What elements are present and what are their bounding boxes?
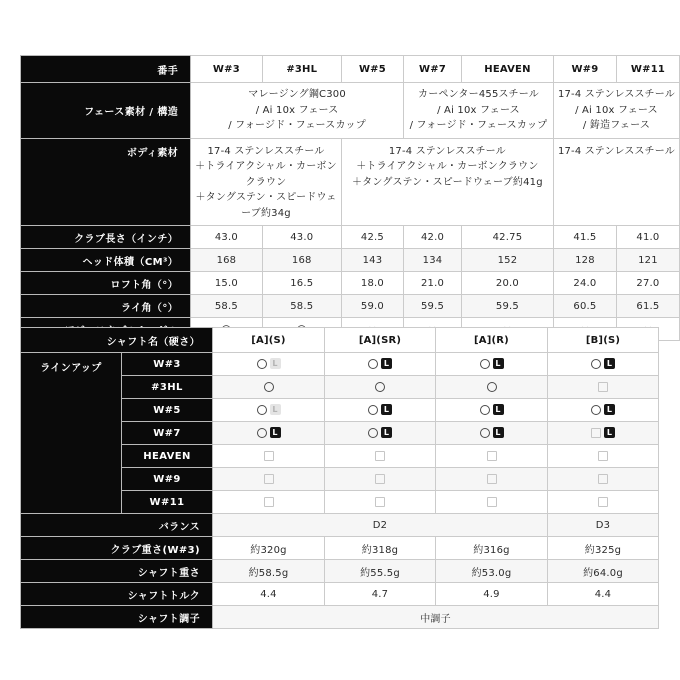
spec-value-cell: 41.0 bbox=[616, 226, 679, 249]
spec-value-cell: 168 bbox=[262, 249, 341, 272]
lineup-availability-cell bbox=[325, 376, 436, 399]
lineup-availability-cell bbox=[548, 468, 659, 491]
shaft-kick-row bbox=[21, 606, 659, 629]
empty-checkbox-icon bbox=[487, 497, 497, 507]
lineup-availability-cell bbox=[325, 445, 436, 468]
shaft-weight-value: 約58.5g bbox=[213, 560, 325, 583]
lineup-availability-cell bbox=[325, 399, 436, 422]
spec-row-label: ヘッド体積（CM³） bbox=[21, 249, 191, 272]
lineup-club-label: W#5 bbox=[122, 399, 213, 422]
lefty-badge-icon: L bbox=[493, 427, 504, 438]
available-circle-icon bbox=[368, 405, 378, 415]
club-header-3hl: #3HL bbox=[262, 56, 341, 83]
lefty-badge-disabled-icon: L bbox=[270, 404, 281, 415]
spec-value-cell: 143 bbox=[341, 249, 403, 272]
lineup-availability-cell bbox=[325, 353, 436, 376]
lineup-club-label: W#3 bbox=[122, 353, 213, 376]
empty-checkbox-icon bbox=[264, 497, 274, 507]
spec-value-cell: 21.0 bbox=[404, 272, 462, 295]
spec-value-cell: 60.5 bbox=[553, 295, 616, 318]
lineup-availability-cell bbox=[325, 491, 436, 514]
spec-value-cell: 134 bbox=[404, 249, 462, 272]
face-material-cell: カーペンター455スチール / Ai 10x フェース / フォージド・フェースカップ bbox=[404, 83, 554, 139]
spec-value-cell: 43.0 bbox=[191, 226, 263, 249]
face-material-row bbox=[21, 83, 680, 139]
lineup-club-label: #3HL bbox=[122, 376, 213, 399]
body-material-cell: 17-4 ステンレススチール ＋トライアクシャル・カーボンクラウン ＋タングステン・スピードウェーブ約41g bbox=[341, 138, 553, 226]
shaft-header: [A](R) bbox=[436, 328, 548, 353]
lefty-badge-icon: L bbox=[381, 427, 392, 438]
club-header-w3: W#3 bbox=[191, 56, 263, 83]
lineup-availability-cell bbox=[436, 376, 548, 399]
face-material-cell: 17-4 ステンレススチール / Ai 10x フェース / 鋳造フェース bbox=[553, 83, 679, 139]
lineup-availability-cell bbox=[436, 491, 548, 514]
lineup-availability-cell bbox=[325, 468, 436, 491]
empty-checkbox-icon bbox=[375, 497, 385, 507]
lefty-badge-icon: L bbox=[493, 404, 504, 415]
shaft-torque-value: 4.7 bbox=[325, 583, 436, 606]
spec-value-cell: 59.0 bbox=[341, 295, 403, 318]
available-circle-icon bbox=[368, 428, 378, 438]
lefty-badge-icon: L bbox=[381, 358, 392, 369]
spec-value-cell: 128 bbox=[553, 249, 616, 272]
lefty-badge-icon: L bbox=[270, 427, 281, 438]
body-material-cell: 17-4 ステンレススチール bbox=[553, 138, 679, 226]
available-circle-icon bbox=[480, 428, 490, 438]
lineup-availability-cell bbox=[213, 399, 325, 422]
spec-value-cell: 42.75 bbox=[461, 226, 553, 249]
lineup-availability-cell bbox=[213, 422, 325, 445]
spec-row-label: ライ角（°） bbox=[21, 295, 191, 318]
shaft-torque-value: 4.9 bbox=[436, 583, 548, 606]
balance-label: バランス bbox=[21, 514, 213, 537]
club-weight-value: 約325g bbox=[548, 537, 659, 560]
spec-value-cell: 42.0 bbox=[404, 226, 462, 249]
spec-value-cell: 24.0 bbox=[553, 272, 616, 295]
lineup-availability-cell bbox=[213, 445, 325, 468]
lineup-club-label: HEAVEN bbox=[122, 445, 213, 468]
lefty-badge-icon: L bbox=[493, 358, 504, 369]
lineup-availability-cell bbox=[548, 445, 659, 468]
face-material-label: フェース素材 / 構造 bbox=[21, 83, 191, 139]
club-weight-label: クラブ重さ(W#3) bbox=[21, 537, 213, 560]
lefty-badge-disabled-icon: L bbox=[270, 358, 281, 369]
club-header-w7: W#7 bbox=[404, 56, 462, 83]
available-circle-icon bbox=[591, 359, 601, 369]
club-header-w11: W#11 bbox=[616, 56, 679, 83]
balance-row bbox=[21, 514, 659, 537]
empty-checkbox-icon bbox=[375, 451, 385, 461]
lineup-availability-cell bbox=[436, 468, 548, 491]
club-weight-value: 約318g bbox=[325, 537, 436, 560]
lineup-availability-cell bbox=[548, 491, 659, 514]
lineup-availability-cell bbox=[213, 468, 325, 491]
available-circle-icon bbox=[480, 405, 490, 415]
shaft-lineup-table-wrap bbox=[20, 327, 659, 629]
shaft-weight-value: 約64.0g bbox=[548, 560, 659, 583]
lineup-availability-cell bbox=[548, 353, 659, 376]
shaft-torque-row bbox=[21, 583, 659, 606]
lefty-badge-icon: L bbox=[604, 404, 615, 415]
shaft-header-row bbox=[21, 328, 659, 353]
lineup-availability-cell bbox=[548, 422, 659, 445]
club-header-heaven: HEAVEN bbox=[461, 56, 553, 83]
available-circle-icon bbox=[487, 382, 497, 392]
lineup-availability-cell bbox=[548, 376, 659, 399]
spec-value-cell: 59.5 bbox=[404, 295, 462, 318]
lefty-badge-icon: L bbox=[604, 358, 615, 369]
club-header-w5: W#5 bbox=[341, 56, 403, 83]
shaft-weight-value: 約55.5g bbox=[325, 560, 436, 583]
empty-checkbox-icon bbox=[591, 428, 601, 438]
club-weight-row bbox=[21, 537, 659, 560]
body-material-row bbox=[21, 138, 680, 226]
lineup-row-w3 bbox=[21, 353, 659, 376]
shaft-header: [A](SR) bbox=[325, 328, 436, 353]
shaft-kick-label: シャフト調子 bbox=[21, 606, 213, 629]
available-circle-icon bbox=[591, 405, 601, 415]
empty-checkbox-icon bbox=[487, 474, 497, 484]
empty-checkbox-icon bbox=[598, 382, 608, 392]
lineup-club-label: W#9 bbox=[122, 468, 213, 491]
lefty-badge-icon: L bbox=[604, 427, 615, 438]
lie-angle-row bbox=[21, 295, 680, 318]
shaft-weight-label: シャフト重さ bbox=[21, 560, 213, 583]
empty-checkbox-icon bbox=[598, 451, 608, 461]
balance-value: D3 bbox=[548, 514, 659, 537]
empty-checkbox-icon bbox=[598, 474, 608, 484]
spec-row-label: ロフト角（°） bbox=[21, 272, 191, 295]
spec-value-cell: 152 bbox=[461, 249, 553, 272]
empty-checkbox-icon bbox=[598, 497, 608, 507]
spec-value-cell: 27.0 bbox=[616, 272, 679, 295]
head-volume-row bbox=[21, 249, 680, 272]
shaft-weight-value: 約53.0g bbox=[436, 560, 548, 583]
shaft-name-header-label: シャフト名（硬さ） bbox=[21, 328, 213, 353]
shaft-header: [B](S) bbox=[548, 328, 659, 353]
spec-value-cell: 58.5 bbox=[262, 295, 341, 318]
lineup-availability-cell bbox=[325, 422, 436, 445]
spec-value-cell: 168 bbox=[191, 249, 263, 272]
lineup-club-label: W#11 bbox=[122, 491, 213, 514]
shaft-weight-row bbox=[21, 560, 659, 583]
shaft-torque-label: シャフトトルク bbox=[21, 583, 213, 606]
shaft-kick-value: 中調子 bbox=[213, 606, 659, 629]
spec-value-cell: 20.0 bbox=[461, 272, 553, 295]
club-length-row bbox=[21, 226, 680, 249]
spec-value-cell: 18.0 bbox=[341, 272, 403, 295]
empty-checkbox-icon bbox=[487, 451, 497, 461]
face-material-cell: マレージング鋼C300 / Ai 10x フェース / フォージド・フェースカップ bbox=[191, 83, 404, 139]
lineup-group-label: ラインアップ bbox=[21, 353, 122, 514]
available-circle-icon bbox=[257, 428, 267, 438]
spec-value-cell: 41.5 bbox=[553, 226, 616, 249]
spec-value-cell: 59.5 bbox=[461, 295, 553, 318]
club-number-header-label: 番手 bbox=[21, 56, 191, 83]
loft-angle-row bbox=[21, 272, 680, 295]
lineup-club-label: W#7 bbox=[122, 422, 213, 445]
shaft-lineup-table bbox=[20, 327, 659, 629]
empty-checkbox-icon bbox=[375, 474, 385, 484]
club-spec-table bbox=[20, 55, 680, 341]
balance-value: D2 bbox=[213, 514, 548, 537]
spec-value-cell: 43.0 bbox=[262, 226, 341, 249]
spec-value-cell: 15.0 bbox=[191, 272, 263, 295]
body-material-cell: 17-4 ステンレススチール ＋トライアクシャル・カーボン クラウン ＋タングステン・スピードウェ ーブ約34g bbox=[191, 138, 342, 226]
spec-value-cell: 61.5 bbox=[616, 295, 679, 318]
spec-value-cell: 16.5 bbox=[262, 272, 341, 295]
shaft-header: [A](S) bbox=[213, 328, 325, 353]
empty-checkbox-icon bbox=[264, 451, 274, 461]
empty-checkbox-icon bbox=[264, 474, 274, 484]
lineup-availability-cell bbox=[436, 399, 548, 422]
club-header-w9: W#9 bbox=[553, 56, 616, 83]
lineup-availability-cell bbox=[436, 422, 548, 445]
lineup-availability-cell bbox=[436, 353, 548, 376]
shaft-torque-value: 4.4 bbox=[548, 583, 659, 606]
club-weight-value: 約320g bbox=[213, 537, 325, 560]
body-material-label: ボディ素材 bbox=[21, 138, 191, 226]
available-circle-icon bbox=[375, 382, 385, 392]
lineup-availability-cell bbox=[436, 445, 548, 468]
lineup-availability-cell bbox=[548, 399, 659, 422]
club-header-row bbox=[21, 56, 680, 83]
lineup-availability-cell bbox=[213, 353, 325, 376]
available-circle-icon bbox=[264, 382, 274, 392]
available-circle-icon bbox=[257, 359, 267, 369]
available-circle-icon bbox=[368, 359, 378, 369]
available-circle-icon bbox=[480, 359, 490, 369]
spec-value-cell: 42.5 bbox=[341, 226, 403, 249]
available-circle-icon bbox=[257, 405, 267, 415]
spec-row-label: クラブ長さ（インチ） bbox=[21, 226, 191, 249]
club-spec-table-wrap bbox=[20, 55, 680, 341]
spec-value-cell: 58.5 bbox=[191, 295, 263, 318]
shaft-torque-value: 4.4 bbox=[213, 583, 325, 606]
lineup-availability-cell bbox=[213, 376, 325, 399]
spec-value-cell: 121 bbox=[616, 249, 679, 272]
lefty-badge-icon: L bbox=[381, 404, 392, 415]
lineup-availability-cell bbox=[213, 491, 325, 514]
club-weight-value: 約316g bbox=[436, 537, 548, 560]
